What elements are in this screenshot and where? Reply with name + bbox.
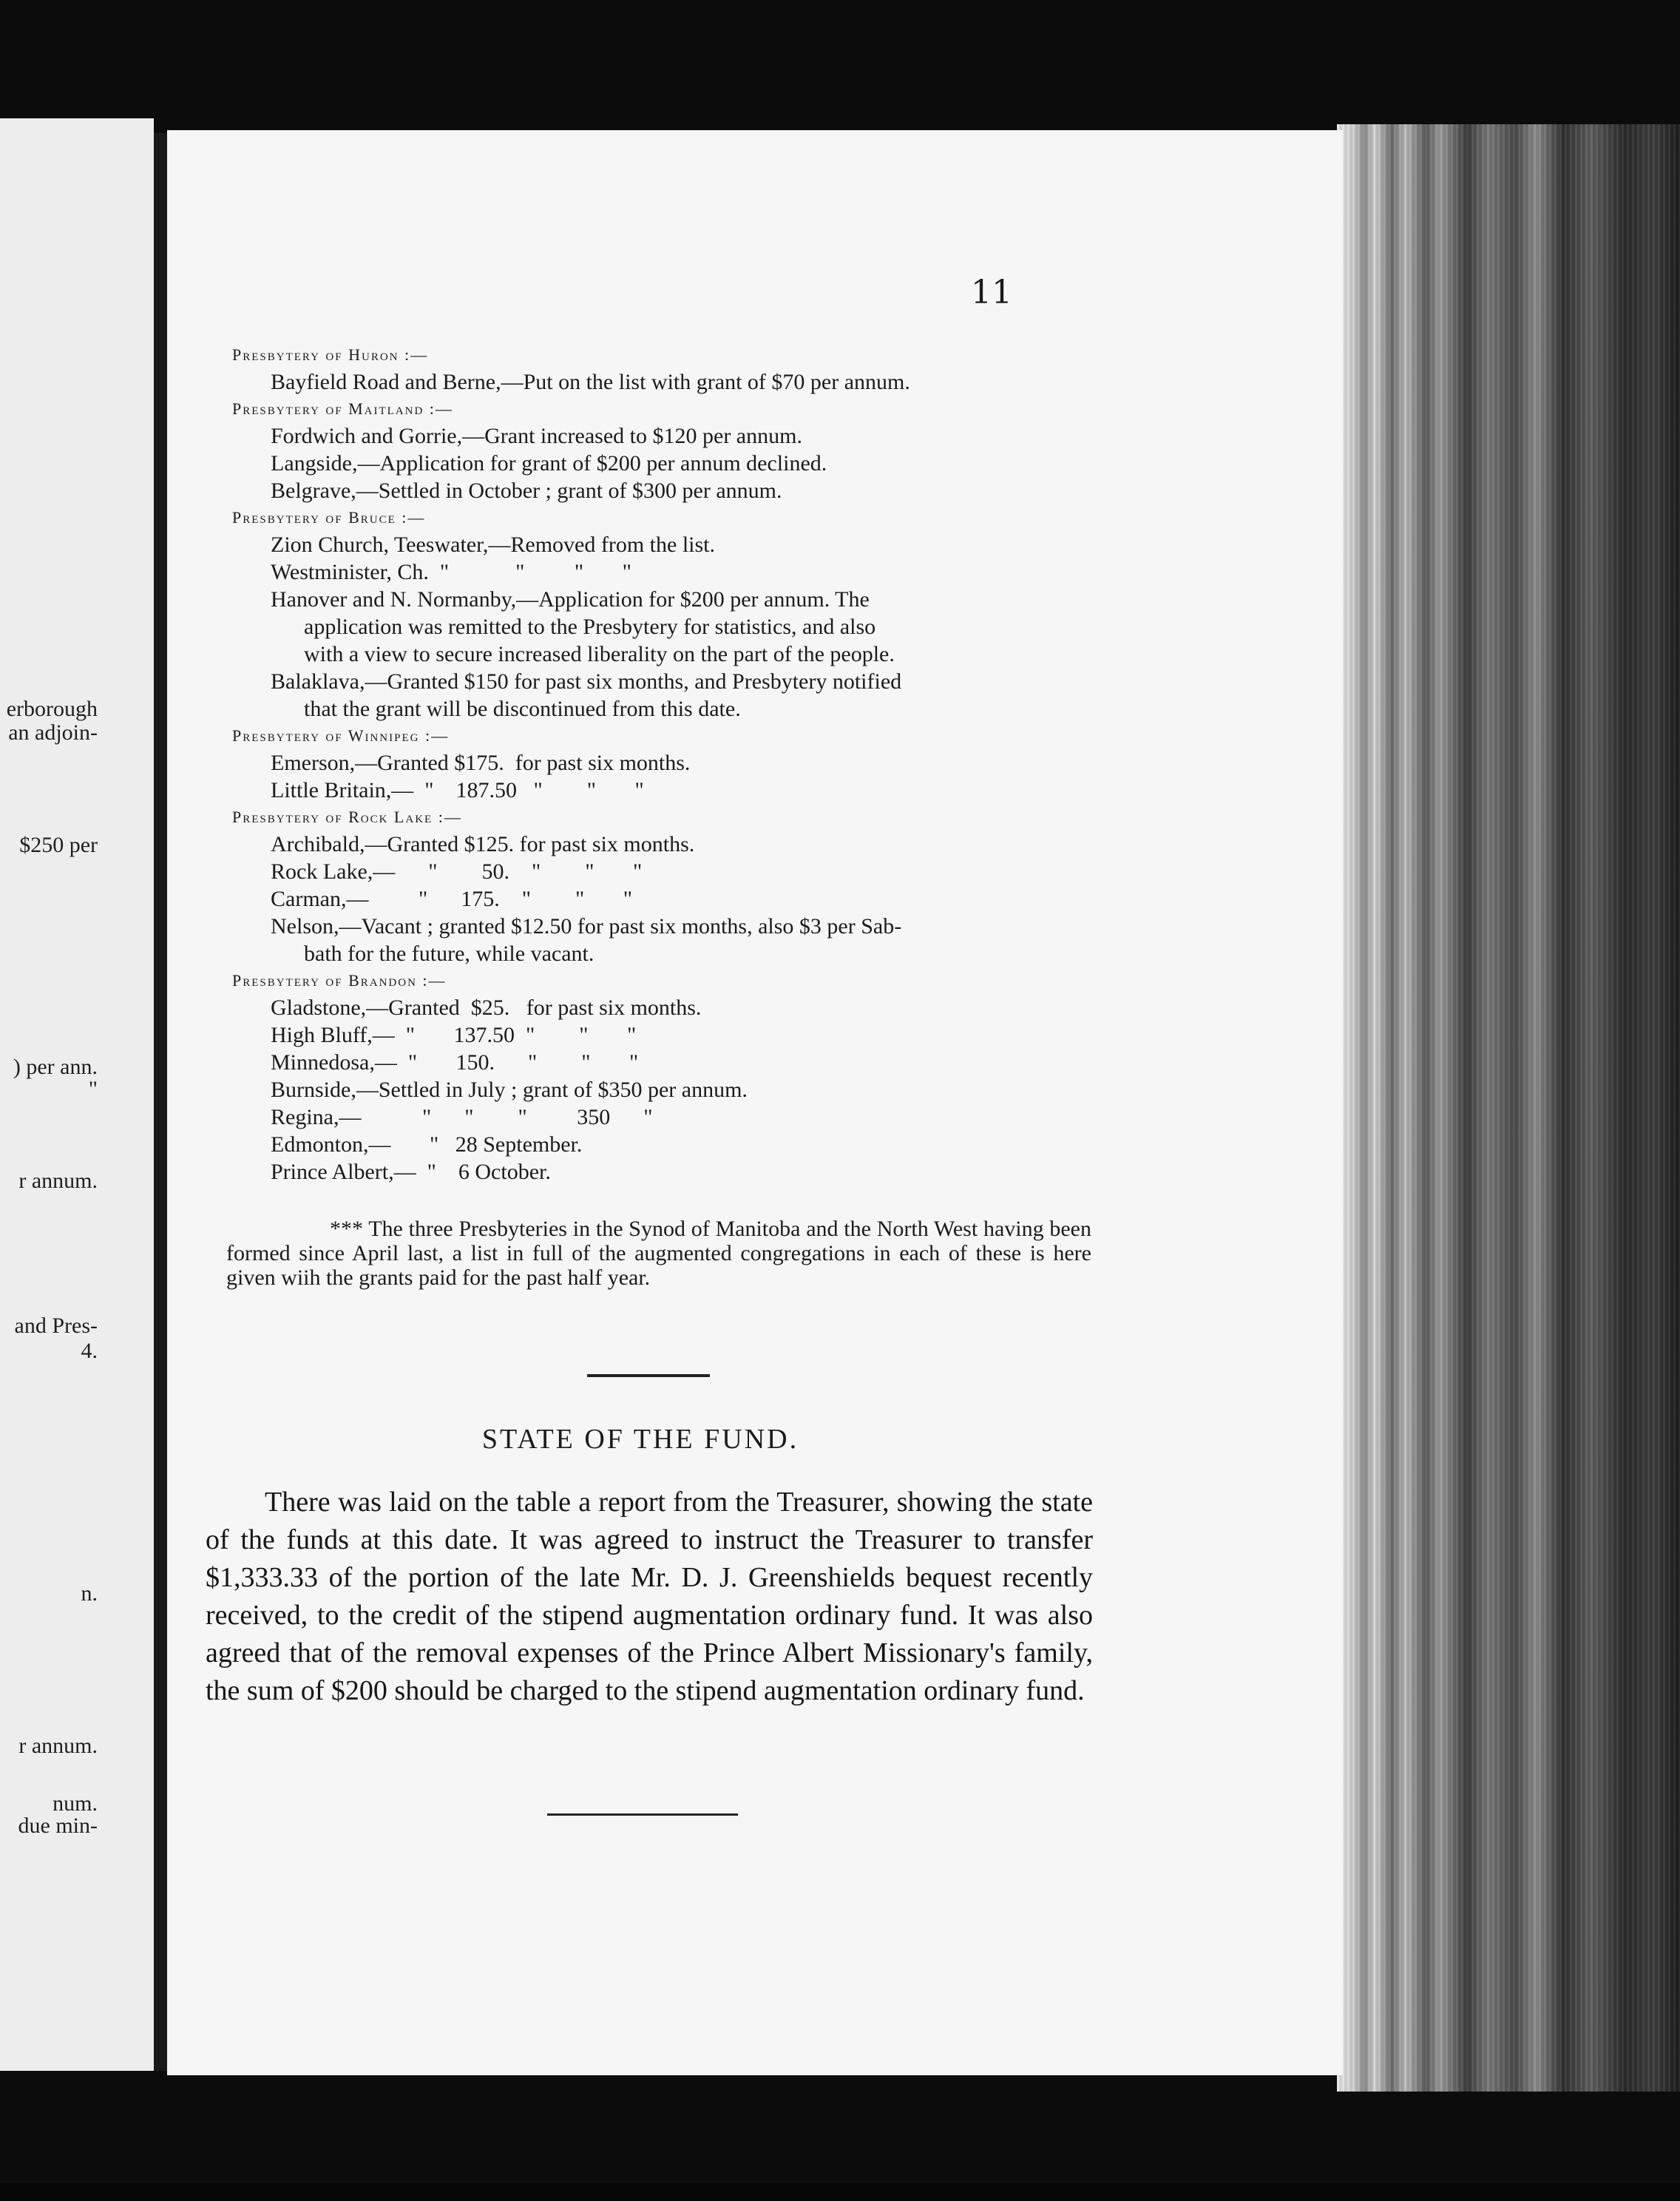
- presbytery-bruce: [226, 504, 1151, 723]
- presbytery-maitland: [226, 396, 1151, 504]
- facing-page-left: [0, 118, 154, 2071]
- presbytery-brandon: [226, 967, 1151, 1186]
- presbytery-entry: Langside,—Application for grant of $200 per annum declined.: [271, 451, 827, 476]
- presbytery-heading: Presbytery of Bruce :—: [232, 508, 426, 527]
- left-fragment: r annum.: [18, 1734, 98, 1758]
- presbytery-entry: that the grant will be discontinued from this date.: [271, 697, 741, 721]
- scan-bottom-border: [0, 2183, 1680, 2201]
- presbytery-entry: Little Britain,— " 187.50 " " ": [271, 778, 644, 802]
- book-page-edges-texture: [1337, 124, 1680, 2092]
- section-divider: [587, 1374, 710, 1377]
- presbytery-entry: Balaklava,—Granted $150 for past six months, and Presbytery notified: [271, 669, 902, 694]
- presbytery-entry: Archibald,—Granted $125. for past six months.: [271, 832, 695, 856]
- left-fragment: due min-: [18, 1813, 98, 1838]
- left-fragment: ": [88, 1077, 98, 1101]
- main-page: [167, 130, 1343, 2075]
- presbytery-list: [226, 342, 1151, 1290]
- left-fragment: n.: [81, 1581, 98, 1606]
- presbytery-entry: Gladstone,—Granted $25. for past six months.: [271, 995, 702, 1020]
- section-paragraph: There was laid on the table a report from the Treasurer, showing the state of the funds at this date. It was agreed to instruct the Treasurer to transfer $1,333.33 of the portion of the late Mr. D. J. Greenshields bequest recently received, to the credit of the stipend augmentation ordinary fund. It was also agreed that of the removal expenses of the Prince Albert Missionary's family, the sum of $200 should be charged to the stipend augmentation ordinary fund.: [206, 1487, 1093, 1706]
- presbytery-entry: Prince Albert,— " 6 October.: [271, 1160, 551, 1184]
- presbytery-huron: [226, 342, 1151, 396]
- left-fragment: erborough: [6, 697, 98, 721]
- presbytery-heading: Presbytery of Maitland :—: [232, 399, 453, 418]
- presbytery-entry: Burnside,—Settled in July ; grant of $350 per annum.: [271, 1078, 748, 1102]
- end-divider: [547, 1813, 738, 1816]
- presbytery-entry: Belgrave,—Settled in October ; grant of $300 per annum.: [271, 479, 782, 503]
- presbytery-entry: application was remitted to the Presbytery for statistics, and also: [271, 615, 876, 639]
- presbytery-entry: Zion Church, Teeswater,—Removed from the list.: [271, 532, 716, 557]
- left-fragment: an adjoin-: [8, 720, 98, 745]
- left-fragment: 4.: [81, 1339, 98, 1363]
- presbytery-heading: Presbytery of Rock Lake :—: [232, 808, 462, 826]
- left-fragment: r annum.: [18, 1169, 98, 1193]
- presbytery-entry: Rock Lake,— " 50. " " ": [271, 859, 643, 884]
- left-fragment: and Pres-: [14, 1314, 98, 1338]
- presbytery-winnipeg: [226, 723, 1151, 804]
- page-number: 11: [971, 274, 1012, 311]
- presbytery-entry: with a view to secure increased liberality on the part of the people.: [271, 642, 895, 666]
- presbytery-entry: Minnedosa,— " 150. " " ": [271, 1050, 639, 1075]
- presbytery-entry: Edmonton,— " 28 September.: [271, 1132, 583, 1157]
- section-title: STATE OF THE FUND.: [481, 1424, 799, 1455]
- left-fragment: ) per ann.: [13, 1055, 98, 1079]
- footnote: *** The three Presbyteries in the Synod of Manitoba and the North West having been formed since April last, a list in full of the augmented congregations in each of these is here given wiih the grants paid for the past half year.: [226, 1217, 1091, 1290]
- left-fragment: num.: [52, 1791, 98, 1816]
- presbytery-entry: High Bluff,— " 137.50 " " ": [271, 1023, 637, 1047]
- presbytery-entry: Fordwich and Gorrie,—Grant increased to $120 per annum.: [271, 424, 802, 448]
- presbytery-heading: Presbytery of Huron :—: [232, 345, 429, 364]
- presbytery-entry: Bayfield Road and Berne,—Put on the list with grant of $70 per annum.: [271, 370, 910, 394]
- presbytery-entry: Hanover and N. Normanby,—Application for $200 per annum. The: [271, 587, 870, 612]
- presbytery-entry: bath for the future, while vacant.: [271, 941, 595, 966]
- presbytery-entry: Regina,— " " " 350 ": [271, 1105, 653, 1129]
- presbytery-entry: Nelson,—Vacant ; granted $12.50 for past six months, also $3 per Sab-: [271, 914, 902, 939]
- presbytery-rock-lake: [226, 804, 1151, 967]
- presbytery-heading: Presbytery of Brandon :—: [232, 971, 447, 990]
- left-fragment: $250 per: [19, 833, 98, 857]
- book-spine-shadow: [154, 133, 167, 2071]
- presbytery-heading: Presbytery of Winnipeg :—: [232, 726, 450, 745]
- presbytery-entry: Carman,— " 175. " " ": [271, 887, 632, 911]
- presbytery-entry: Westminister, Ch. " " " ": [271, 560, 631, 584]
- presbytery-entry: Emerson,—Granted $175. for past six months.: [271, 751, 691, 775]
